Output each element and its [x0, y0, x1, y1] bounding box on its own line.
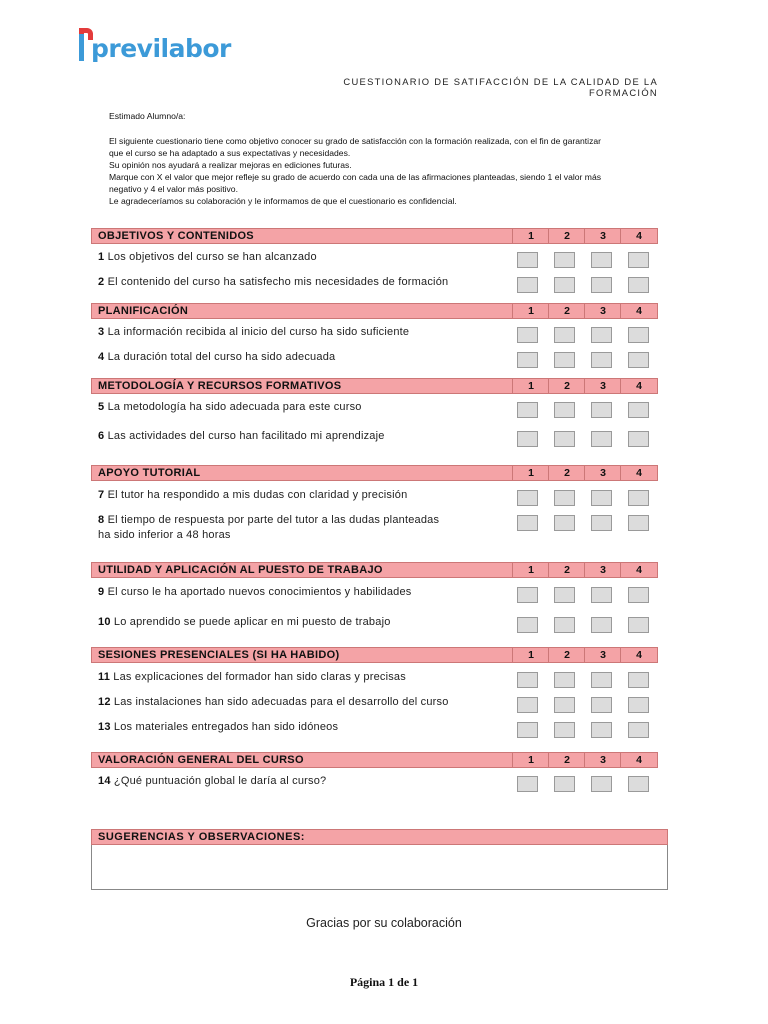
question-row [98, 488, 498, 503]
scale-label: 3 [584, 563, 621, 577]
rating-checkbox-1[interactable] [517, 722, 538, 738]
page-number: Página 1 de 1 [349, 975, 419, 989]
question-text: Lo aprendido se puede aplicar en mi puesto de trabajo [113, 616, 391, 628]
rating-checkbox-3[interactable] [591, 252, 612, 268]
intro-text [109, 110, 669, 207]
section-header [91, 647, 658, 663]
greeting: Estimado Alumno/a: [109, 111, 186, 121]
question-row [98, 720, 498, 735]
scale-label: 2 [548, 753, 585, 767]
scale-label: 1 [512, 229, 549, 243]
rating-checkbox-2[interactable] [554, 431, 575, 447]
rating-checkbox-3[interactable] [591, 515, 612, 531]
rating-checkbox-2[interactable] [554, 515, 575, 531]
question-text: Las actividades del curso han facilitado mi aprendizaje [107, 430, 385, 442]
intro-line: que el curso se ha adaptado a sus expectativas y necesidades. [109, 148, 351, 158]
question-text-continued: ha sido inferior a 48 horas [98, 529, 231, 541]
scale-label: 2 [548, 563, 585, 577]
scale-label: 3 [584, 648, 621, 662]
section-title: UTILIDAD Y APLICACIÓN AL PUESTO DE TRABAJO [98, 564, 383, 576]
rating-checkbox-4[interactable] [628, 697, 649, 713]
scale-label: 1 [512, 563, 549, 577]
rating-checkbox-1[interactable] [517, 515, 538, 531]
question-text: Los materiales entregados han sido idóneos [113, 721, 339, 733]
rating-checkbox-2[interactable] [554, 402, 575, 418]
rating-checkbox-1[interactable] [517, 617, 538, 633]
question-row [98, 774, 498, 789]
rating-checkbox-4[interactable] [628, 776, 649, 792]
rating-checkbox-3[interactable] [591, 617, 612, 633]
rating-checkbox-2[interactable] [554, 722, 575, 738]
rating-checkbox-4[interactable] [628, 431, 649, 447]
intro-line: Marque con X el valor que mejor refleje su grado de acuerdo con cada una de las afirmaciones planteadas, siendo 1 el valor más [109, 172, 602, 182]
section-header [91, 465, 658, 481]
scale-label: 2 [548, 379, 585, 393]
rating-checkbox-3[interactable] [591, 352, 612, 368]
intro-line: Le agradeceríamos su colaboración y le informamos de que el cuestionario es confidencial. [109, 196, 457, 206]
question-text: La duración total del curso ha sido adecuada [107, 351, 336, 363]
question-row [98, 670, 498, 685]
scale-label: 4 [620, 648, 657, 662]
scale-label: 2 [548, 304, 585, 318]
rating-checkbox-4[interactable] [628, 587, 649, 603]
rating-checkbox-2[interactable] [554, 277, 575, 293]
section-header [91, 752, 658, 768]
scale-label: 3 [584, 753, 621, 767]
scale-label: 4 [620, 229, 657, 243]
scale-label: 4 [620, 753, 657, 767]
rating-checkbox-2[interactable] [554, 697, 575, 713]
scale-label: 1 [512, 753, 549, 767]
scale-label: 2 [548, 229, 585, 243]
intro-line: negativo y 4 el valor más positivo. [109, 184, 238, 194]
rating-checkbox-1[interactable] [517, 327, 538, 343]
question-row [98, 400, 498, 415]
rating-checkbox-2[interactable] [554, 587, 575, 603]
section-title: VALORACIÓN GENERAL DEL CURSO [98, 754, 304, 766]
rating-checkbox-3[interactable] [591, 431, 612, 447]
scale-label: 3 [584, 229, 621, 243]
rating-checkbox-1[interactable] [517, 431, 538, 447]
section-title: OBJETIVOS Y CONTENIDOS [98, 230, 254, 242]
section-title: SESIONES PRESENCIALES (SI HA HABIDO) [98, 649, 340, 661]
suggestions-field[interactable] [91, 845, 668, 890]
scale-label: 2 [548, 466, 585, 480]
rating-checkbox-1[interactable] [517, 490, 538, 506]
question-row [98, 513, 498, 543]
intro-line: El siguiente cuestionario tiene como objetivo conocer su grado de satisfacción con la formación realizada, con el fin de garantizar [109, 136, 602, 146]
rating-checkbox-1[interactable] [517, 402, 538, 418]
rating-checkbox-3[interactable] [591, 327, 612, 343]
intro-line: Su opinión nos ayudará a realizar mejoras en ediciones futuras. [109, 160, 352, 170]
rating-checkbox-2[interactable] [554, 490, 575, 506]
question-number: 14 [98, 775, 111, 787]
question-row [98, 585, 498, 600]
question-number: 4 [98, 351, 105, 363]
question-number: 3 [98, 326, 105, 338]
rating-checkbox-2[interactable] [554, 617, 575, 633]
section-title: METODOLOGÍA Y RECURSOS FORMATIVOS [98, 380, 342, 392]
question-number: 2 [98, 276, 105, 288]
rating-checkbox-3[interactable] [591, 277, 612, 293]
scale-label: 2 [548, 648, 585, 662]
thanks-message: Gracias por su colaboración [306, 916, 462, 930]
question-number: 7 [98, 489, 105, 501]
scale-label: 4 [620, 379, 657, 393]
rating-checkbox-3[interactable] [591, 672, 612, 688]
suggestions-header [91, 829, 668, 845]
rating-checkbox-3[interactable] [591, 697, 612, 713]
rating-checkbox-1[interactable] [517, 252, 538, 268]
rating-checkbox-1[interactable] [517, 776, 538, 792]
question-text: Los objetivos del curso se han alcanzado [107, 251, 317, 263]
question-text: El curso le ha aportado nuevos conocimientos y habilidades [107, 586, 412, 598]
scale-label: 3 [584, 466, 621, 480]
question-row [98, 325, 498, 340]
question-text: El tiempo de respuesta por parte del tutor a las dudas planteadas [107, 514, 440, 526]
scale-label: 3 [584, 379, 621, 393]
question-number: 8 [98, 514, 105, 526]
rating-checkbox-1[interactable] [517, 587, 538, 603]
suggestions-label: SUGERENCIAS Y OBSERVACIONES: [98, 831, 305, 843]
rating-checkbox-1[interactable] [517, 352, 538, 368]
scale-label: 4 [620, 466, 657, 480]
section-title: APOYO TUTORIAL [98, 467, 201, 479]
question-row [98, 695, 498, 710]
scale-label: 3 [584, 304, 621, 318]
rating-checkbox-2[interactable] [554, 327, 575, 343]
section-header [91, 378, 658, 394]
question-text: Las explicaciones del formador han sido claras y precisas [113, 671, 406, 683]
section-title: PLANIFICACIÓN [98, 305, 189, 317]
brand-name: previlabor [91, 34, 231, 63]
rating-checkbox-3[interactable] [591, 776, 612, 792]
section-header [91, 228, 658, 244]
rating-checkbox-1[interactable] [517, 277, 538, 293]
question-number: 12 [98, 696, 111, 708]
rating-checkbox-4[interactable] [628, 327, 649, 343]
rating-checkbox-2[interactable] [554, 352, 575, 368]
question-number: 5 [98, 401, 105, 413]
question-row [98, 350, 498, 365]
rating-checkbox-1[interactable] [517, 672, 538, 688]
rating-checkbox-4[interactable] [628, 252, 649, 268]
question-row [98, 429, 498, 444]
scale-label: 1 [512, 648, 549, 662]
rating-checkbox-4[interactable] [628, 617, 649, 633]
question-text: ¿Qué puntuación global le daría al curso? [113, 775, 327, 787]
rating-checkbox-3[interactable] [591, 587, 612, 603]
scale-label: 1 [512, 379, 549, 393]
question-row [98, 250, 498, 265]
question-number: 13 [98, 721, 111, 733]
rating-checkbox-2[interactable] [554, 672, 575, 688]
scale-label: 4 [620, 563, 657, 577]
scale-label: 4 [620, 304, 657, 318]
rating-checkbox-4[interactable] [628, 672, 649, 688]
scale-label: 1 [512, 466, 549, 480]
question-text: El contenido del curso ha satisfecho mis necesidades de formación [107, 276, 449, 288]
question-number: 1 [98, 251, 105, 263]
document-title: CUESTIONARIO DE SATIFACCIÓN DE LA CALIDAD DE LA FORMACIÓN [343, 76, 658, 98]
question-text: Las instalaciones han sido adecuadas para el desarrollo del curso [113, 696, 449, 708]
question-number: 11 [98, 671, 111, 683]
question-text: El tutor ha respondido a mis dudas con claridad y precisión [107, 489, 408, 501]
rating-checkbox-2[interactable] [554, 252, 575, 268]
question-row [98, 275, 498, 290]
rating-checkbox-4[interactable] [628, 352, 649, 368]
question-number: 10 [98, 616, 111, 628]
rating-checkbox-4[interactable] [628, 722, 649, 738]
rating-checkbox-3[interactable] [591, 490, 612, 506]
rating-checkbox-3[interactable] [591, 722, 612, 738]
rating-checkbox-4[interactable] [628, 277, 649, 293]
rating-checkbox-1[interactable] [517, 697, 538, 713]
question-row [98, 615, 498, 630]
section-header [91, 562, 658, 578]
section-header [91, 303, 658, 319]
question-number: 6 [98, 430, 105, 442]
rating-checkbox-2[interactable] [554, 776, 575, 792]
question-text: La información recibida al inicio del curso ha sido suficiente [107, 326, 410, 338]
rating-checkbox-4[interactable] [628, 490, 649, 506]
scale-label: 1 [512, 304, 549, 318]
rating-checkbox-4[interactable] [628, 515, 649, 531]
rating-checkbox-3[interactable] [591, 402, 612, 418]
question-text: La metodología ha sido adecuada para este curso [107, 401, 362, 413]
question-number: 9 [98, 586, 105, 598]
rating-checkbox-4[interactable] [628, 402, 649, 418]
